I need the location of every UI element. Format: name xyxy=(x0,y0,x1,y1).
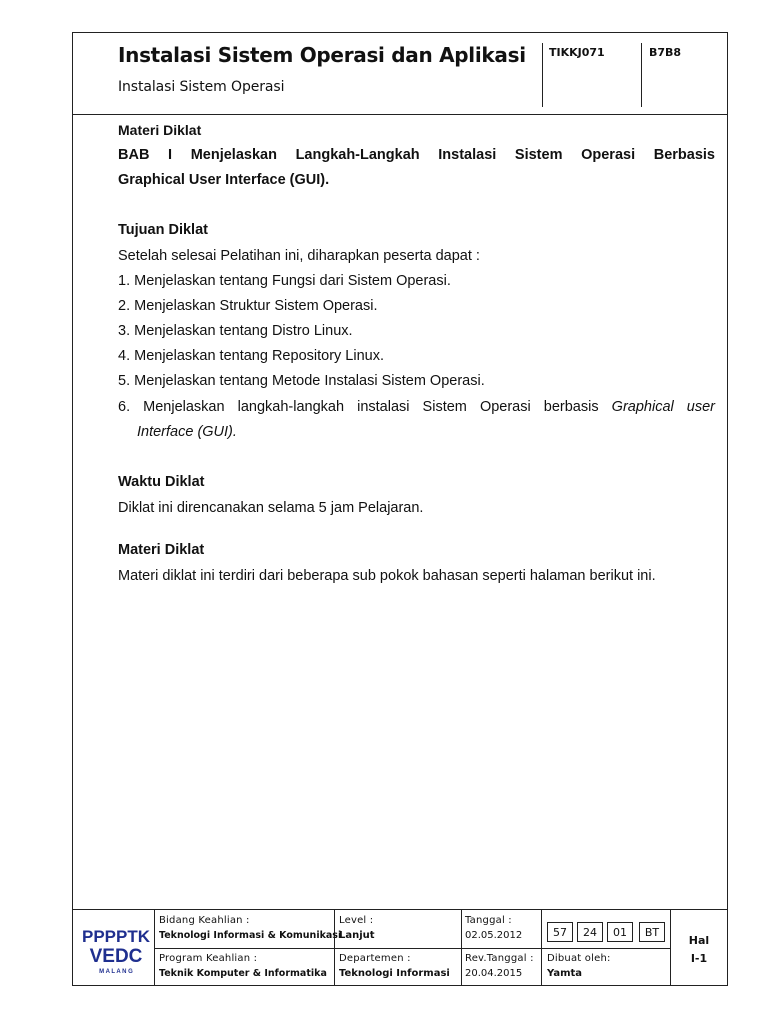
level-value: Lanjut xyxy=(339,930,375,941)
departemen-cell xyxy=(339,951,450,981)
rev-tanggal-value: 20.04.2015 xyxy=(465,968,523,979)
list-item-6-continuation-text: Interface (GUI). xyxy=(137,424,237,440)
waktu-text: Diklat ini direncanakan selama 5 jam Pelajaran. xyxy=(118,500,424,516)
document-subtitle: Instalasi Sistem Operasi xyxy=(118,79,285,95)
rev-tanggal-cell xyxy=(465,951,534,981)
tujuan-heading: Tujuan Diklat xyxy=(118,222,208,238)
module-sub-code: B7B8 xyxy=(649,46,682,59)
departemen-value: Teknologi Informasi xyxy=(339,968,450,979)
materi2-heading: Materi Diklat xyxy=(118,542,205,558)
page-label: Hal xyxy=(688,934,710,947)
level-label: Level : xyxy=(339,915,374,926)
list-item: 3. Menjelaskan tentang Distro Linux. xyxy=(118,323,353,339)
tanggal-value: 02.05.2012 xyxy=(465,930,523,941)
tujuan-intro: Setelah selesai Pelatihan ini, diharapkan peserta dapat : xyxy=(118,248,480,264)
document-title: Instalasi Sistem Operasi dan Aplikasi xyxy=(118,43,526,67)
departemen-label: Departemen : xyxy=(339,953,411,964)
materi2-text: Materi diklat ini terdiri dari beberapa sub pokok bahasan seperti halaman berikut ini. xyxy=(118,568,656,584)
list-item-6-text: 6. Menjelaskan langkah-langkah instalasi Sistem Operasi berbasis xyxy=(118,399,599,415)
list-item: 4. Menjelaskan tentang Repository Linux. xyxy=(118,348,384,364)
list-item-6-italic: Graphical user xyxy=(611,399,716,415)
tanggal-label: Tanggal : xyxy=(465,915,512,926)
program-label: Program Keahlian : xyxy=(159,953,258,964)
list-item: 2. Menjelaskan Struktur Sistem Operasi. xyxy=(118,298,378,314)
document-footer xyxy=(73,909,727,986)
program-value: Teknik Komputer & Informatika xyxy=(159,968,327,979)
page-number: I-1 xyxy=(690,952,708,965)
dibuat-cell xyxy=(547,951,611,981)
header-divider xyxy=(641,43,642,107)
bab-line-1: BAB I Menjelaskan Langkah-Langkah Instalasi Sistem Operasi Berbasis xyxy=(118,147,715,163)
header-divider xyxy=(542,43,543,107)
document-header xyxy=(73,33,727,115)
dibuat-label: Dibuat oleh: xyxy=(547,953,611,964)
tanggal-cell xyxy=(465,913,522,943)
module-code: TIKKJ071 xyxy=(549,46,605,59)
bidang-cell xyxy=(159,913,341,943)
dibuat-value: Yamta xyxy=(547,968,583,979)
bab-line-2: Graphical User Interface (GUI). xyxy=(118,172,330,188)
footer-row-divider xyxy=(154,948,670,949)
logo-text-top: PPPPTK xyxy=(81,927,151,946)
logo-text-bottom: M A L A N G xyxy=(99,969,133,975)
rev-tanggal-label: Rev.Tanggal : xyxy=(465,953,534,964)
code-box: 01 xyxy=(607,922,633,942)
list-item: 1. Menjelaskan tentang Fungsi dari Sistem Operasi. xyxy=(118,273,451,289)
document-page xyxy=(72,32,728,986)
code-box: 24 xyxy=(577,922,603,942)
bidang-value: Teknologi Informasi & Komunikasi xyxy=(159,930,342,941)
waktu-heading: Waktu Diklat xyxy=(118,474,205,490)
code-box: 57 xyxy=(547,922,573,942)
materi-heading: Materi Diklat xyxy=(118,122,202,138)
code-box: BT xyxy=(639,922,665,942)
bidang-label: Bidang Keahlian : xyxy=(159,915,250,926)
logo-text-middle: VEDC xyxy=(89,946,143,967)
level-cell xyxy=(339,913,375,943)
pppptk-vedc-logo xyxy=(79,922,153,976)
list-item: 5. Menjelaskan tentang Metode Instalasi Sistem Operasi. xyxy=(118,373,485,389)
page-number-cell xyxy=(671,932,727,968)
list-item-6 xyxy=(118,399,715,415)
list-item-6-continuation xyxy=(137,424,734,440)
program-cell xyxy=(159,951,327,981)
